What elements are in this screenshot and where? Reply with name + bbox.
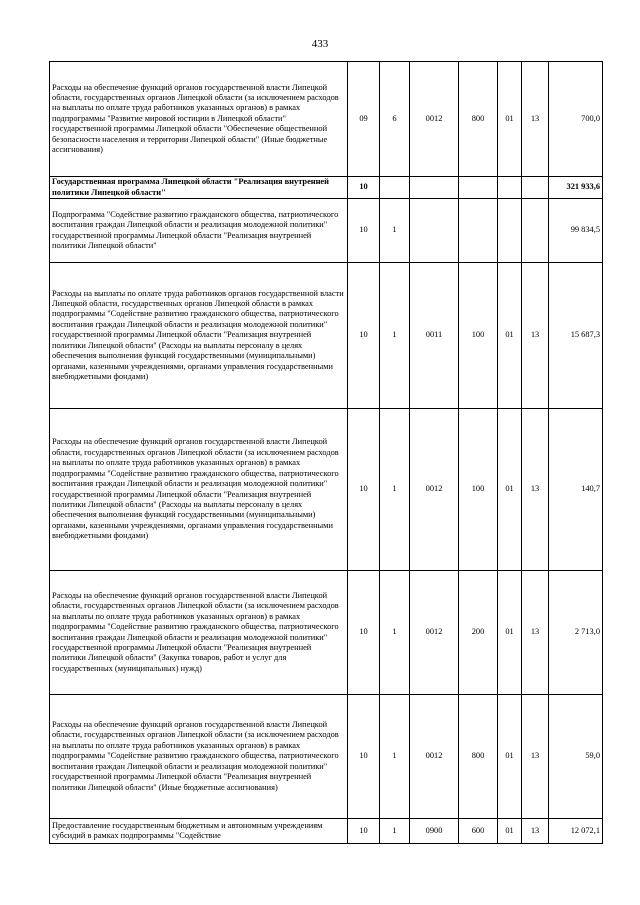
target-code: 0012 xyxy=(410,695,459,819)
table-row xyxy=(50,177,603,199)
row-description: Расходы на обеспечение функций органов государственной власти Липецкой области, государственных органов Липецкой области (за исключением расходов на выплаты по оплате труда работников указанных органов) в рамках подпрограммы "Развитие мировой юстиции в Липецкой области" государственной программы Липецкой области "Обеспечение общественной безопасности населения и территории Липецкой области" (Иные бюджетные ассигнования) xyxy=(50,62,348,177)
program-code xyxy=(380,177,410,199)
row-description: Расходы на обеспечение функций органов государственной власти Липецкой области, государственных органов Липецкой области (за исключением расходов на выплаты по оплате труда работников указанных органов) в рамках подпрограммы "Содействие развитию гражданского общества, патриотического воспитания граждан Липецкой области и реализация молодежной политики" государственной программы Липецкой области "Реализация внутренней политики Липецкой области" (Иные бюджетные ассигнования) xyxy=(50,695,348,819)
section-code: 10 xyxy=(348,571,380,695)
table-row xyxy=(50,819,603,844)
section-code: 10 xyxy=(348,263,380,409)
section-code: 09 xyxy=(348,62,380,177)
table-row xyxy=(50,695,603,819)
target-code xyxy=(410,199,459,263)
subsection-code: 13 xyxy=(522,409,549,571)
table-row xyxy=(50,409,603,571)
chapter-code xyxy=(498,177,522,199)
subsection-code: 13 xyxy=(522,695,549,819)
table-row xyxy=(50,571,603,695)
program-code: 6 xyxy=(380,62,410,177)
row-description: Подпрограмма "Содействие развитию гражданского общества, патриотического воспитания граждан Липецкой области и реализация молодежной политики" государственной программы Липецкой области "Реализация внутренней политики Липецкой области" xyxy=(50,199,348,263)
amount-value: 140,7 xyxy=(549,409,603,571)
target-code: 0011 xyxy=(410,263,459,409)
target-code: 0900 xyxy=(410,819,459,844)
target-code: 0012 xyxy=(410,409,459,571)
target-code: 0012 xyxy=(410,571,459,695)
chapter-code: 01 xyxy=(498,571,522,695)
expense-type-code: 600 xyxy=(459,819,498,844)
chapter-code: 01 xyxy=(498,62,522,177)
subsection-code xyxy=(522,177,549,199)
program-code: 1 xyxy=(380,695,410,819)
subsection-code xyxy=(522,199,549,263)
chapter-code: 01 xyxy=(498,819,522,844)
amount-value: 2 713,0 xyxy=(549,571,603,695)
budget-table xyxy=(49,61,603,844)
amount-value: 15 687,3 xyxy=(549,263,603,409)
page-number: 433 xyxy=(311,38,329,50)
subsection-code: 13 xyxy=(522,263,549,409)
program-code: 1 xyxy=(380,409,410,571)
chapter-code xyxy=(498,199,522,263)
chapter-code: 01 xyxy=(498,695,522,819)
program-code: 1 xyxy=(380,263,410,409)
table-row xyxy=(50,199,603,263)
row-description: Государственная программа Липецкой области "Реализация внутренней политики Липецкой области" xyxy=(50,177,348,199)
chapter-code: 01 xyxy=(498,263,522,409)
subsection-code: 13 xyxy=(522,819,549,844)
subsection-code: 13 xyxy=(522,62,549,177)
expense-type-code: 800 xyxy=(459,695,498,819)
program-code: 1 xyxy=(380,571,410,695)
amount-value: 12 072,1 xyxy=(549,819,603,844)
expense-type-code xyxy=(459,177,498,199)
row-description: Предоставление государственным бюджетным и автономным учреждениям субсидий в рамках подпрограммы "Содействие xyxy=(50,819,348,844)
amount-value: 99 834,5 xyxy=(549,199,603,263)
target-code xyxy=(410,177,459,199)
expense-type-code: 800 xyxy=(459,62,498,177)
expense-type-code: 100 xyxy=(459,409,498,571)
amount-value: 59,0 xyxy=(549,695,603,819)
table-row xyxy=(50,62,603,177)
subsection-code: 13 xyxy=(522,571,549,695)
expense-type-code xyxy=(459,199,498,263)
amount-value: 700,0 xyxy=(549,62,603,177)
section-code: 10 xyxy=(348,819,380,844)
section-code: 10 xyxy=(348,695,380,819)
target-code: 0012 xyxy=(410,62,459,177)
program-code: 1 xyxy=(380,819,410,844)
row-description: Расходы на обеспечение функций органов государственной власти Липецкой области, государственных органов Липецкой области (за исключением расходов на выплаты по оплате труда работников указанных органов) в рамках подпрограммы "Содействие развитию гражданского общества, патриотического воспитания граждан Липецкой области и реализация молодежной политики" государственной программы Липецкой области "Реализация внутренней политики Липецкой области" (Закупка товаров, работ и услуг для государственных (муниципальных) нужд) xyxy=(50,571,348,695)
row-description: Расходы на обеспечение функций органов государственной власти Липецкой области, государственных органов Липецкой области (за исключением расходов на выплаты по оплате труда работников указанных органов) в рамках подпрограммы "Содействие развитию гражданского общества, патриотического воспитания граждан Липецкой области и реализация молодежной политики" государственной программы Липецкой области "Реализация внутренней политики Липецкой области" (Расходы на выплаты персоналу в целях обеспечения выполнения функций государственными (муниципальными) органами, казенными учреждениями, органами управления государственными внебюджетными фондами) xyxy=(50,409,348,571)
chapter-code: 01 xyxy=(498,409,522,571)
table-row xyxy=(50,263,603,409)
expense-type-code: 100 xyxy=(459,263,498,409)
section-code: 10 xyxy=(348,409,380,571)
row-description: Расходы на выплаты по оплате труда работников органов государственной власти Липецкой области, государственных органов Липецкой области в рамках подпрограммы "Содействие развитию гражданского общества, патриотического воспитания граждан Липецкой области и реализация молодежной политики" государственной программы Липецкой области "Реализация внутренней политики Липецкой области" (Расходы на выплаты персоналу в целях обеспечения выполнения функций государственными (муниципальными) органами, казенными учреждениями, органами управления государственными внебюджетными фондами) xyxy=(50,263,348,409)
section-code: 10 xyxy=(348,199,380,263)
expense-type-code: 200 xyxy=(459,571,498,695)
amount-value: 321 933,6 xyxy=(549,177,603,199)
program-code: 1 xyxy=(380,199,410,263)
section-code: 10 xyxy=(348,177,380,199)
